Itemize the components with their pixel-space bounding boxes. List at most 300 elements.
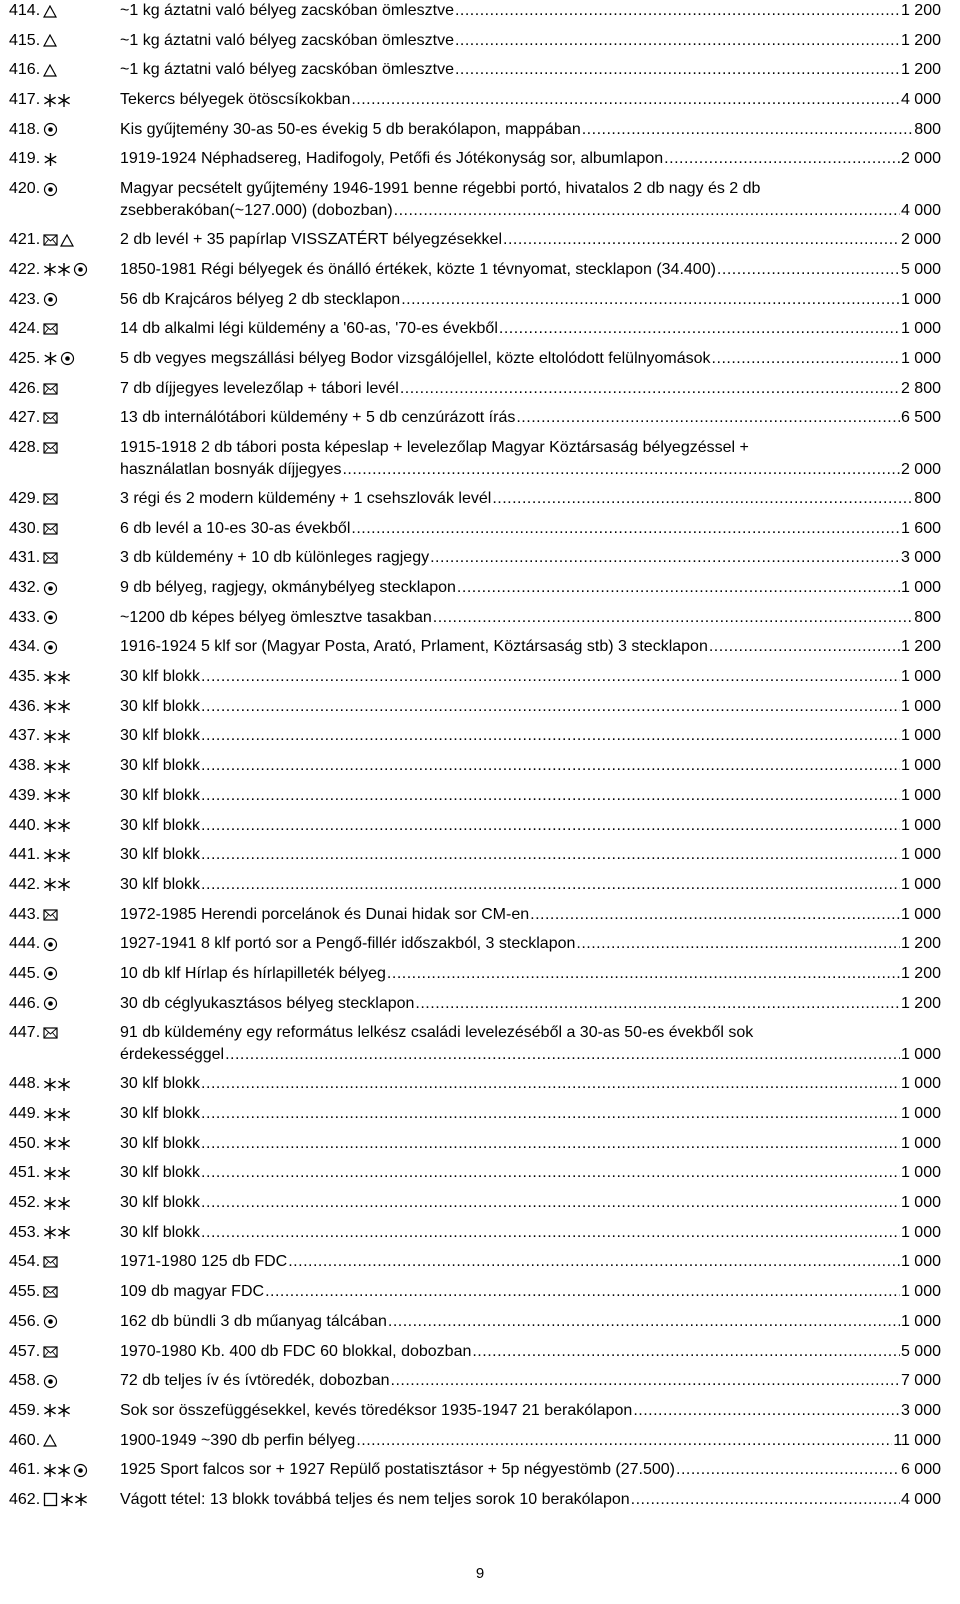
lot-number: 432.	[9, 579, 41, 596]
lot-text: 9 db bélyeg, ragjegy, okmánybélyeg stecklapon	[120, 579, 456, 596]
lot-number: 420.	[9, 180, 41, 198]
lot-number: 437.	[9, 727, 41, 745]
lot-row	[9, 755, 941, 777]
lot-row	[9, 1162, 941, 1184]
lot-description	[120, 378, 941, 400]
envelope-icon	[43, 909, 58, 921]
lot-icons	[43, 1103, 120, 1125]
lot-price: 1 000	[900, 668, 941, 686]
leader-dots	[394, 200, 900, 222]
lot-number: 421.	[9, 231, 41, 249]
lot-price: 1 000	[900, 757, 941, 775]
lot-description	[120, 59, 941, 81]
lot-icons	[43, 378, 120, 400]
lot-text: ~1 kg áztatni való bélyeg zacskóban ömlesztve	[120, 61, 454, 79]
lot-description	[120, 874, 941, 896]
lot-price: 7 000	[900, 1372, 941, 1390]
leader-dots	[455, 0, 900, 22]
envelope-icon	[43, 1286, 58, 1298]
lot-price: 1 200	[900, 2, 941, 19]
lot-description	[120, 1222, 941, 1244]
lot-row	[9, 933, 941, 955]
lot-description	[120, 1192, 941, 1214]
lot-description	[120, 933, 941, 955]
lot-number: 422.	[9, 260, 41, 278]
double-asterisk-icon	[43, 759, 71, 774]
circle-dot-icon	[43, 996, 58, 1011]
lot-number: 438.	[9, 757, 41, 775]
double-asterisk-icon	[43, 1107, 71, 1122]
double-asterisk-icon	[60, 1492, 88, 1507]
lot-icons	[43, 607, 120, 629]
lot-text: ~1 kg áztatni való bélyeg zacskóban ömlesztve	[120, 31, 454, 49]
envelope-icon	[43, 323, 58, 335]
lot-number: 444.	[9, 935, 41, 953]
lot-number: 457.	[9, 1342, 41, 1360]
lot-price: 1 000	[900, 320, 941, 338]
leader-dots	[201, 1073, 900, 1095]
lot-description	[120, 1162, 941, 1184]
lot-price: 3 000	[900, 1401, 941, 1419]
lot-price: 1 000	[900, 1134, 941, 1152]
circle-dot-icon	[43, 1374, 58, 1389]
circle-dot-icon	[43, 966, 58, 981]
lot-price: 11 000	[893, 1431, 941, 1449]
lot-row	[9, 1341, 941, 1363]
lot-text: 30 klf blokk	[120, 1223, 201, 1241]
lot-description	[120, 518, 941, 540]
lot-number: 441.	[9, 846, 41, 864]
leader-dots	[712, 348, 900, 370]
lot-text: érdekességgel	[120, 1046, 225, 1064]
lot-text: 1927-1941 8 klf portó sor a Pengő-fillér időszakból, 3 stecklapon	[120, 935, 576, 953]
lot-number: 424.	[9, 320, 41, 338]
lot-price: 2 000	[900, 150, 941, 168]
lot-icons	[43, 30, 120, 52]
leader-dots	[457, 577, 900, 599]
lot-text: zsebberakóban(~127.000) (dobozban)	[120, 202, 393, 220]
lot-price: 800	[914, 120, 941, 138]
leader-dots	[472, 1341, 900, 1363]
lot-icons	[43, 289, 120, 311]
lot-icons	[43, 1133, 120, 1155]
lot-number: 419.	[9, 150, 41, 168]
lot-row	[9, 0, 941, 22]
lot-icons	[43, 1022, 120, 1044]
lot-icons	[43, 1311, 120, 1333]
lot-text: 13 db internálótábori küldemény + 5 db cenzúrázott írás	[120, 409, 516, 427]
lot-price: 1 200	[900, 31, 941, 49]
lot-row	[9, 1022, 941, 1066]
envelope-icon	[43, 234, 58, 246]
lot-icons	[43, 993, 120, 1015]
double-asterisk-icon	[43, 1136, 71, 1151]
lot-icons	[43, 229, 120, 251]
leader-dots	[201, 755, 900, 777]
leader-dots	[503, 229, 900, 251]
lot-number: 460.	[9, 1431, 41, 1449]
lot-description	[120, 636, 941, 658]
lot-icons	[43, 348, 120, 370]
lot-number: 443.	[9, 905, 41, 923]
lot-icons	[43, 518, 120, 540]
lot-description	[120, 1103, 941, 1125]
lot-description	[120, 437, 941, 481]
lot-text: 2 db levél + 35 papírlap VISSZATÉRT bélyegzésekkel	[120, 231, 502, 249]
lot-row	[9, 844, 941, 866]
lot-row	[9, 89, 941, 111]
lot-description	[120, 963, 941, 985]
lot-text: 30 klf blokk	[120, 668, 201, 686]
lot-icons	[43, 725, 120, 747]
lot-row	[9, 1073, 941, 1095]
lot-icons	[43, 1281, 120, 1303]
lot-text: 30 klf blokk	[120, 757, 201, 775]
double-asterisk-icon	[43, 1077, 71, 1092]
lot-number: 426.	[9, 379, 41, 397]
lot-text: 56 db Krajcáros bélyeg 2 db stecklapon	[120, 290, 401, 308]
lot-text: 1850-1981 Régi bélyegek és önálló értékek, közte 1 tévnyomat, stecklapon (34.400)	[120, 260, 716, 278]
lot-price: 2 000	[900, 460, 941, 478]
lot-number: 453.	[9, 1223, 41, 1241]
lot-number: 455.	[9, 1283, 41, 1301]
lot-number: 456.	[9, 1312, 41, 1330]
lot-row	[9, 607, 941, 629]
lot-description	[120, 1281, 941, 1303]
lot-text: 30 klf blokk	[120, 727, 201, 745]
lot-number: 445.	[9, 964, 41, 982]
double-asterisk-icon	[43, 699, 71, 714]
lot-icons	[43, 437, 120, 459]
lot-price: 5 000	[900, 1342, 941, 1360]
circle-dot-icon	[43, 182, 58, 197]
leader-dots	[388, 1311, 900, 1333]
lot-text: 1972-1985 Herendi porcelánok és Dunai hidak sor CM-en	[120, 905, 530, 923]
lot-text: 10 db klf Hírlap és hírlapilleték bélyeg	[120, 964, 386, 982]
double-asterisk-icon	[43, 670, 71, 685]
envelope-icon	[43, 412, 58, 424]
lot-row	[9, 1281, 941, 1303]
envelope-icon	[43, 1256, 58, 1268]
lot-row	[9, 1192, 941, 1214]
lot-price: 1 000	[900, 1075, 941, 1093]
lot-price: 1 000	[900, 1253, 941, 1271]
lot-number: 427.	[9, 409, 41, 427]
lot-icons	[43, 577, 120, 599]
leader-dots	[201, 696, 900, 718]
lot-number: 429.	[9, 489, 41, 507]
lot-row	[9, 30, 941, 52]
lot-text: 30 klf blokk	[120, 1194, 201, 1212]
lot-text: Vágott tétel: 13 blokk továbbá teljes és nem teljes sorok 10 berakólapon	[120, 1490, 630, 1508]
circle-dot-icon	[43, 610, 58, 625]
lot-row	[9, 178, 941, 222]
lot-icons	[43, 1489, 120, 1511]
lot-icons	[43, 785, 120, 807]
lot-text: 109 db magyar FDC	[120, 1283, 265, 1301]
double-asterisk-icon	[43, 818, 71, 833]
leader-dots	[430, 547, 900, 569]
leader-dots	[201, 725, 900, 747]
lot-description	[120, 318, 941, 340]
lot-price: 1 000	[900, 290, 941, 308]
leader-dots	[201, 1192, 900, 1214]
leader-dots	[351, 518, 900, 540]
lot-text: 30 klf blokk	[120, 875, 201, 893]
lot-icons	[43, 119, 120, 141]
double-asterisk-icon	[43, 93, 71, 108]
lot-icons	[43, 259, 120, 281]
lot-row	[9, 1222, 941, 1244]
lot-number: 440.	[9, 816, 41, 834]
circle-dot-icon	[43, 292, 58, 307]
leader-dots	[676, 1459, 900, 1481]
double-asterisk-icon	[43, 729, 71, 744]
lot-price: 1 200	[900, 638, 941, 656]
lot-icons	[43, 696, 120, 718]
lot-price: 1 000	[900, 1223, 941, 1241]
lot-number: 452.	[9, 1194, 41, 1212]
lot-description	[120, 844, 941, 866]
leader-dots	[401, 289, 900, 311]
lot-text: ~1 kg áztatni való bélyeg zacskóban ömlesztve	[120, 2, 454, 19]
leader-dots	[415, 993, 900, 1015]
lot-description	[120, 607, 941, 629]
circle-dot-icon	[43, 937, 58, 952]
double-asterisk-icon	[43, 262, 71, 277]
leader-dots	[288, 1251, 900, 1273]
leader-dots	[201, 1222, 900, 1244]
envelope-icon	[43, 552, 58, 564]
lot-icons	[43, 1162, 120, 1184]
lot-price: 1 000	[900, 846, 941, 864]
lot-price: 4 000	[900, 202, 941, 220]
lot-description	[120, 488, 941, 510]
double-asterisk-icon	[43, 1166, 71, 1181]
lot-description	[120, 666, 941, 688]
lot-price: 1 000	[900, 1164, 941, 1182]
lot-text: 1925 Sport falcos sor + 1927 Repülő postatisztásor + 5p négyestömb (27.500)	[120, 1461, 676, 1479]
lot-price: 1 000	[900, 1312, 941, 1330]
lot-row	[9, 1370, 941, 1392]
lot-text-first-line: 1915-1918 2 db tábori posta képeslap + levelezőlap Magyar Köztársaság bélyegzéssel +	[120, 438, 749, 456]
lot-row	[9, 874, 941, 896]
leader-dots	[201, 666, 900, 688]
lot-price: 4 000	[900, 91, 941, 109]
lot-number: 439.	[9, 786, 41, 804]
leader-dots	[455, 59, 900, 81]
lot-price: 1 200	[900, 994, 941, 1012]
lot-description	[120, 289, 941, 311]
lot-price: 1 200	[900, 935, 941, 953]
lot-text-first-line: 91 db küldemény egy református lelkész családi levelezéséből a 30-as 50-es évekből sok	[120, 1024, 754, 1042]
lot-price: 1 000	[900, 786, 941, 804]
lot-description	[120, 1370, 941, 1392]
lot-icons	[43, 904, 120, 926]
lot-text: ~1200 db képes bélyeg ömlesztve tasakban	[120, 608, 432, 626]
double-asterisk-icon	[43, 1225, 71, 1240]
lot-icons	[43, 1222, 120, 1244]
lot-price: 2 000	[900, 231, 941, 249]
lot-price: 800	[914, 489, 941, 507]
leader-dots	[492, 488, 913, 510]
lot-description	[120, 696, 941, 718]
leader-dots	[631, 1489, 900, 1511]
lot-icons	[43, 1370, 120, 1392]
double-asterisk-icon	[43, 788, 71, 803]
lot-text: 162 db bündli 3 db műanyag tálcában	[120, 1312, 387, 1330]
leader-dots	[356, 1430, 892, 1452]
lot-price: 3 000	[900, 549, 941, 567]
lot-text: 30 klf blokk	[120, 1075, 201, 1093]
circle-dot-icon	[73, 262, 88, 277]
leader-dots	[633, 1400, 900, 1422]
lot-number: 448.	[9, 1075, 41, 1093]
lot-row	[9, 378, 941, 400]
leader-dots	[709, 636, 900, 658]
envelope-icon	[43, 523, 58, 535]
triangle-icon	[43, 5, 57, 18]
lot-description	[120, 348, 941, 370]
lot-icons	[43, 178, 120, 200]
lot-number: 430.	[9, 519, 41, 537]
lot-price: 1 200	[900, 964, 941, 982]
lot-price: 1 200	[900, 61, 941, 79]
envelope-icon	[43, 1027, 58, 1039]
lot-icons	[43, 666, 120, 688]
lot-description	[120, 1022, 941, 1066]
lot-number: 447.	[9, 1024, 41, 1042]
triangle-icon	[60, 234, 74, 247]
lot-description	[120, 1251, 941, 1273]
lot-description	[120, 1133, 941, 1155]
leader-dots	[433, 607, 914, 629]
lot-icons	[43, 59, 120, 81]
lot-text: Tekercs bélyegek ötöscsíkokban	[120, 91, 351, 109]
lot-price: 6 000	[900, 1461, 941, 1479]
lot-row	[9, 437, 941, 481]
lot-text: 30 klf blokk	[120, 786, 201, 804]
lot-text: használatlan bosnyák díjjegyes	[120, 460, 342, 478]
circle-dot-icon	[43, 581, 58, 596]
lot-text: 30 klf blokk	[120, 1134, 201, 1152]
triangle-icon	[43, 1434, 57, 1447]
leader-dots	[201, 815, 900, 837]
lot-icons	[43, 1459, 120, 1481]
lot-number: 435.	[9, 668, 41, 686]
lot-row	[9, 1103, 941, 1125]
lot-price: 1 000	[900, 697, 941, 715]
leader-dots	[387, 963, 900, 985]
lot-description	[120, 785, 941, 807]
lot-price: 6 500	[900, 409, 941, 427]
double-asterisk-icon	[43, 1196, 71, 1211]
lot-number: 417.	[9, 91, 41, 109]
lot-row	[9, 725, 941, 747]
lot-row	[9, 1311, 941, 1333]
lot-description	[120, 30, 941, 52]
leader-dots	[530, 904, 900, 926]
envelope-icon	[43, 1346, 58, 1358]
lot-row	[9, 259, 941, 281]
lot-price: 1 000	[900, 349, 941, 367]
lot-icons	[43, 636, 120, 658]
lot-number: 454.	[9, 1253, 41, 1271]
leader-dots	[499, 318, 900, 340]
lot-text: 30 klf blokk	[120, 1105, 201, 1122]
lot-price: 1 000	[900, 1194, 941, 1212]
lot-price: 1 600	[900, 519, 941, 537]
lot-icons	[43, 874, 120, 896]
lot-number: 446.	[9, 994, 41, 1012]
lot-icons	[43, 0, 120, 22]
lot-price: 1 000	[900, 1283, 941, 1301]
leader-dots	[265, 1281, 900, 1303]
lot-text: 1971-1980 125 db FDC	[120, 1253, 288, 1271]
lot-icons	[43, 815, 120, 837]
lot-text: 14 db alkalmi légi küldemény a '60-as, '70-es évekből	[120, 320, 498, 338]
lot-text-first-line: Magyar pecsételt gyűjtemény 1946-1991 benne régebbi portó, hivatalos 2 db nagy és 2 db	[120, 180, 761, 198]
lot-text: 3 régi és 2 modern küldemény + 1 csehszlovák levél	[120, 489, 492, 507]
lot-icons	[43, 1073, 120, 1095]
lot-row	[9, 488, 941, 510]
leader-dots	[400, 378, 900, 400]
lot-number: 423.	[9, 290, 41, 308]
circle-dot-icon	[43, 122, 58, 137]
lot-price: 1 000	[900, 1046, 941, 1064]
lot-row	[9, 785, 941, 807]
leader-dots	[576, 933, 900, 955]
leader-dots	[582, 119, 914, 141]
lot-description	[120, 547, 941, 569]
leader-dots	[201, 1133, 900, 1155]
lot-icons	[43, 755, 120, 777]
double-asterisk-icon	[43, 1463, 71, 1478]
lot-icons	[43, 844, 120, 866]
lot-description	[120, 89, 941, 111]
lot-description	[120, 1459, 941, 1481]
lot-row	[9, 547, 941, 569]
leader-dots	[201, 1103, 900, 1125]
lot-row	[9, 518, 941, 540]
lot-row	[9, 993, 941, 1015]
lot-text: 30 db céglyukasztásos bélyeg stecklapon	[120, 994, 415, 1012]
lot-list	[9, 0, 941, 1519]
leader-dots	[516, 407, 900, 429]
envelope-icon	[43, 442, 58, 454]
lot-price: 1 000	[900, 875, 941, 893]
leader-dots	[664, 148, 900, 170]
lot-row	[9, 577, 941, 599]
lot-text: 1900-1949 ~390 db perfin bélyeg	[120, 1431, 356, 1449]
lot-price: 4 000	[900, 1490, 941, 1508]
lot-row	[9, 318, 941, 340]
lot-description	[120, 407, 941, 429]
lot-text: Sok sor összefüggésekkel, kevés töredéksor 1935-1947 21 berakólapon	[120, 1401, 633, 1419]
lot-number: 459.	[9, 1401, 41, 1419]
lot-description	[120, 1489, 941, 1511]
lot-icons	[43, 89, 120, 111]
lot-description	[120, 119, 941, 141]
lot-row	[9, 289, 941, 311]
lot-price: 2 800	[900, 379, 941, 397]
leader-dots	[717, 259, 900, 281]
lot-number: 462.	[9, 1490, 41, 1508]
lot-description	[120, 229, 941, 251]
lot-price: 1 000	[900, 905, 941, 923]
lot-row	[9, 229, 941, 251]
lot-number: 431.	[9, 549, 41, 567]
